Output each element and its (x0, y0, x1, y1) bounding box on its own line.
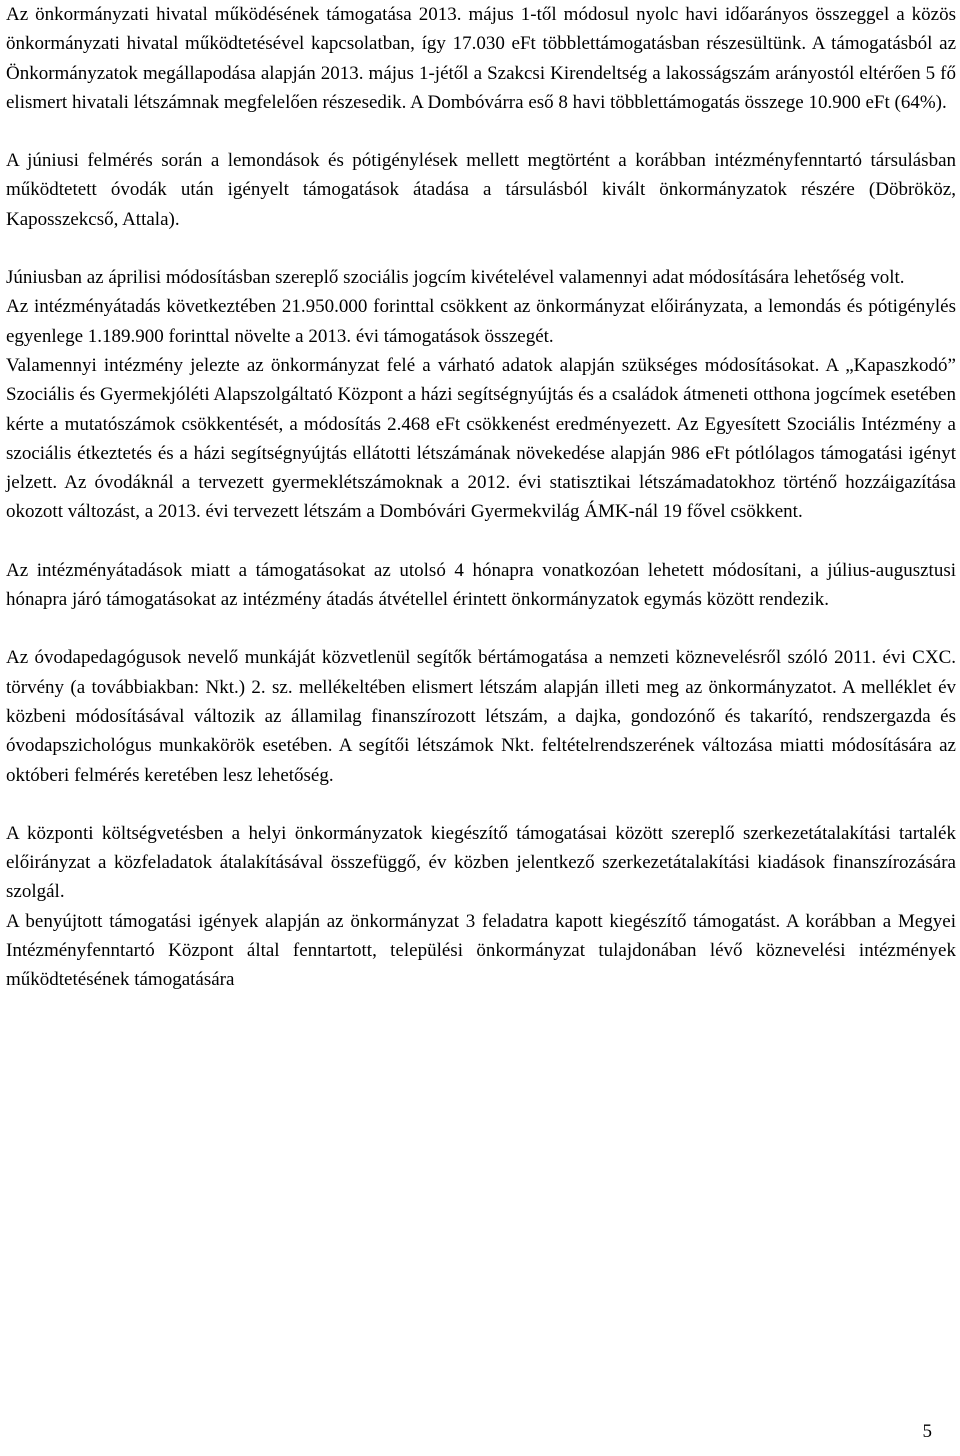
paragraph-kozponti-koltsegvetes: A központi költségvetésben a helyi önkormányzatok kiegészítő támogatásai között szereplő szerkezetátalakítási tartalék előirányzat a közfeladatok átalakításával összefüggő, év közben jelentkező szerkezetátalakítási kiadások finanszírozására szolgál. (6, 822, 956, 903)
paragraph-intezmenyatadas-osszeg: Az intézményátadás következtében 21.950.000 forinttal csökkent az önkormányzat előirányzata, a lemondás és pótigénylés egyenlege 1.189.900 forinttal növelte a 2013. évi támogatások összegét. (6, 296, 956, 347)
paragraph-gap (6, 614, 956, 643)
paragraph-gap (6, 234, 956, 263)
document-page (6, 0, 956, 995)
paragraph-benyujtott-igenyek: A benyújtott támogatási igények alapján az önkormányzat 3 feladatra kapott kiegészítő támogatást. A korábban a Megyei Intézményfenntartó Központ által fenntartott, települési önkormányzat tulajdonában lévő köznevelési intézmények működtetésének támogatására (6, 910, 956, 991)
paragraph-intezmenyi-modositasok: Valamennyi intézmény jelezte az önkormányzat felé a várható adatok alapján szükséges módosításokat. A „Kapaszkodó” Szociális és Gyermekjóléti Alapszolgáltató Központ a házi segítségnyújtás és a családok átmeneti otthona jogcímek esetében kérte a mutatószámok csökkentését, a módosítás 2.468 eFt csökkenést eredményezett. Az Egyesített Szociális Intézmény a szociális étkeztetés és a házi segítségnyújtás ellátotti létszámának növekedése alapján 986 eFt pótlólagos támogatási igényt jelzett. Az óvodáknál a tervezett gyermeklétszámoknak a 2012. évi statisztikai létszámadatokhoz történő hozzáigazítása okozott változást, a 2013. évi tervezett létszám a Dombóvári Gyermekvilág ÁMK-nál 19 fővel csökkent. (6, 354, 956, 523)
page-number: 5 (922, 1421, 932, 1442)
paragraph-juniusi-modositas: Júniusban az áprilisi módosításban szereplő szociális jogcím kivételével valamennyi adat módosítására lehetőség volt. (6, 267, 905, 289)
paragraph-gap (6, 527, 956, 556)
paragraph-gap (6, 790, 956, 819)
paragraph-ovodapedagogusok: Az óvodapedagógusok nevelő munkáját közvetlenül segítők bértámogatása a nemzeti köznevelésről szóló 2011. évi CXC. törvény (a továbbiakban: Nkt.) 2. sz. mellékeltében elismert létszám alapján illeti meg az önkormányzatot. A melléklet év közbeni módosításával változik az államilag finanszírozott létszám, a dajka, gondozónő és takarító, rendszergazda és óvodapszichológus munkakörök esetében. A segítői létszámok Nkt. feltételrendszerének változása miatti módosítására az októberi felmérés keretében lesz lehetőség. (6, 647, 956, 786)
paragraph-hivatal-tamogatas: Az önkormányzati hivatal működésének támogatása 2013. május 1-től módosul nyolc havi időarányos összeggel a közös önkormányzati hivatal működtetésével kapcsolatban, így 17.030 eFt többlettámogatásban részesültünk. A támogatásból az Önkormányzatok megállapodása alapján 2013. május 1-jétől a Szakcsi Kirendeltség a lakosságszám arányostól eltérően 5 fő elismert hivatali létszámnak megfelelően részesedik. A Dombóvárra eső 8 havi többlettámogatás összege 10.900 eFt (64%). (6, 4, 956, 113)
paragraph-juniusi-felmeres: A júniusi felmérés során a lemondások és pótigénylések mellett megtörtént a korábban intézményfenntartó társulásban működtetett óvodák után igényelt támogatások átadása a társulásból kivált önkormányzatok részére (Döbrököz, Kaposszekcső, Attala). (6, 150, 956, 230)
paragraph-intezmenyatadasok: Az intézményátadások miatt a támogatásokat az utolsó 4 hónapra vonatkozóan lehetett módosítani, a július-augusztusi hónapra járó támogatásokat az intézmény átadás átvétellel érintett önkormányzatok egymás között rendezik. (6, 559, 956, 611)
paragraph-gap (6, 117, 956, 146)
